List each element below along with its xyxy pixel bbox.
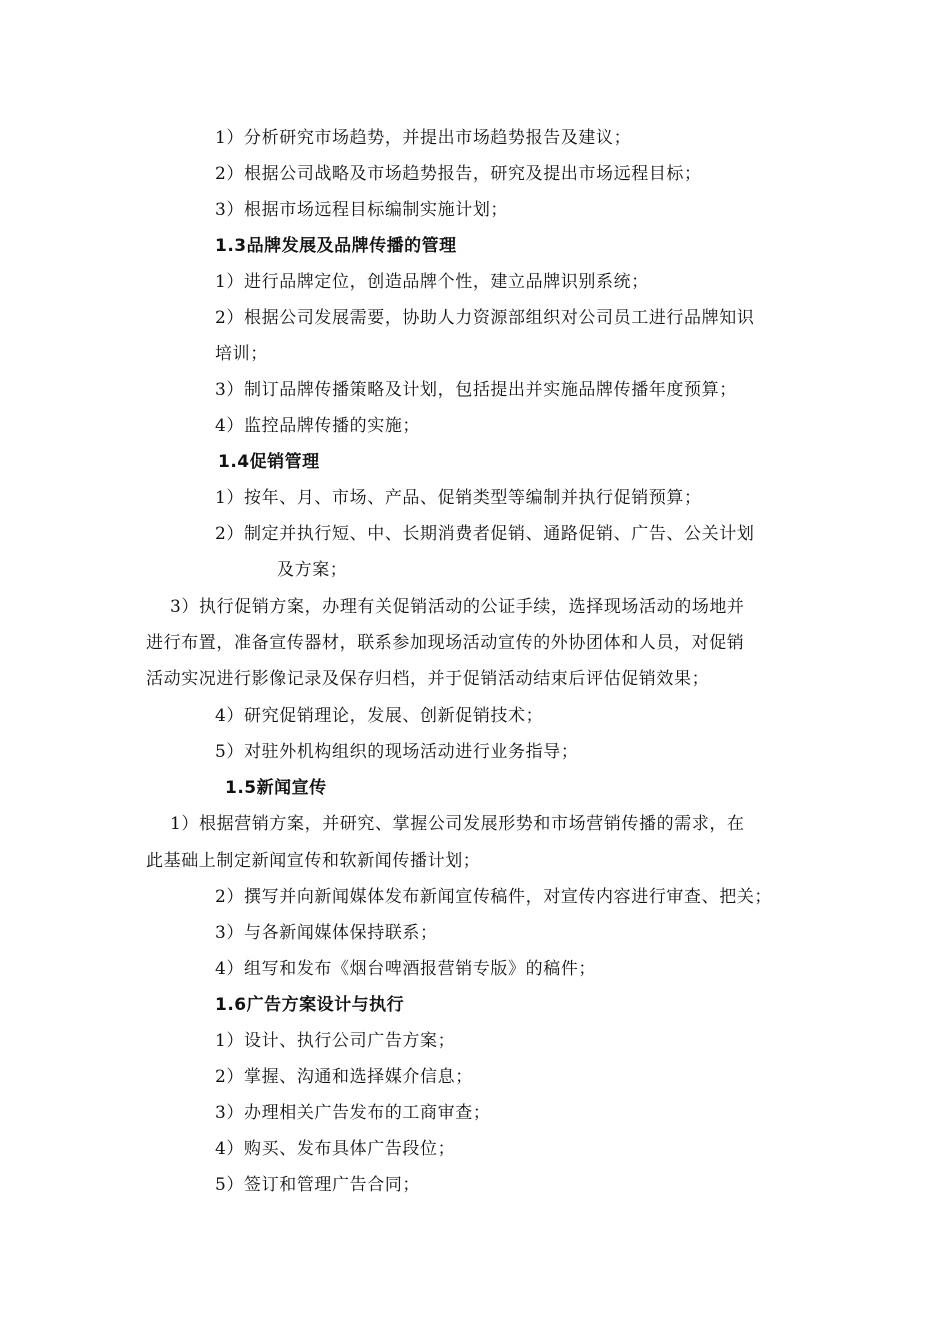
text-line-ad-design: 1）设计、执行公司广告方案；	[215, 1031, 456, 1051]
section-heading-1-3: 1.3品牌发展及品牌传播的管理	[215, 236, 457, 256]
text-line-promo-execute-2: 进行布置，准备宣传器材，联系参加现场活动宣传的外协团体和人员，对促销	[146, 633, 745, 653]
text-line-promo-guidance: 5）对驻外机构组织的现场活动进行业务指导；	[215, 742, 579, 762]
section-heading-1-5: 1.5新闻宣传	[225, 778, 327, 798]
text-line-market-target: 2）根据公司战略及市场趋势报告，研究及提出市场远程目标；	[215, 164, 702, 184]
section-heading-1-4: 1.4促销管理	[218, 452, 320, 472]
text-line-promo-execute-1: 3）执行促销方案，办理有关促销活动的公证手续，选择现场活动的场地并	[170, 597, 745, 617]
text-line-news-plan-1: 1）根据营销方案，并研究、掌握公司发展形势和市场营销传播的需求，在	[170, 814, 745, 834]
text-line-promo-execute-3: 活动实况进行影像记录及保存归档，并于促销活动结束后评估促销效果；	[146, 669, 710, 689]
text-line-promo-budget: 1）按年、月、市场、产品、促销类型等编制并执行促销预算；	[215, 488, 702, 508]
text-line-brand-training: 2）根据公司发展需要，协助人力资源部组织对公司员工进行品牌知识	[215, 308, 755, 328]
text-line-ad-review: 3）办理相关广告发布的工商审查；	[215, 1103, 491, 1123]
section-heading-1-6: 1.6广告方案设计与执行	[215, 995, 405, 1015]
text-line-promo-plan: 2）制定并执行短、中、长期消费者促销、通路促销、广告、公关计划	[215, 524, 755, 544]
text-line-promo-plan-cont: 及方案；	[277, 560, 348, 580]
text-line-media-contact: 3）与各新闻媒体保持联系；	[215, 923, 438, 943]
text-line-ad-purchase: 4）购买、发布具体广告段位；	[215, 1139, 456, 1159]
text-line-brand-strategy: 3）制订品牌传播策略及计划，包括提出并实施品牌传播年度预算；	[215, 380, 737, 400]
text-line-brand-monitor: 4）监控品牌传播的实施；	[215, 416, 421, 436]
text-line-brand-positioning: 1）进行品牌定位，创造品牌个性，建立品牌识别系统；	[215, 272, 649, 292]
text-line-implementation-plan: 3）根据市场远程目标编制实施计划；	[215, 200, 509, 220]
text-line-media-info: 2）掌握、沟通和选择媒介信息；	[215, 1067, 473, 1087]
text-line-promo-theory: 4）研究促销理论，发展、创新促销技术；	[215, 706, 544, 726]
text-line-special-edition: 4）组写和发布《烟台啤酒报营销专版》的稿件；	[215, 959, 597, 979]
text-line-brand-training-cont: 培训；	[215, 344, 268, 364]
text-line-news-release: 2）撰写并向新闻媒体发布新闻宣传稿件，对宣传内容进行审查、把关；	[215, 887, 773, 907]
text-line-news-plan-2: 此基础上制定新闻宣传和软新闻传播计划；	[146, 851, 481, 871]
text-line-ad-contract: 5）签订和管理广告合同；	[215, 1175, 421, 1195]
text-line-market-analysis: 1）分析研究市场趋势，并提出市场趋势报告及建议；	[215, 128, 632, 148]
